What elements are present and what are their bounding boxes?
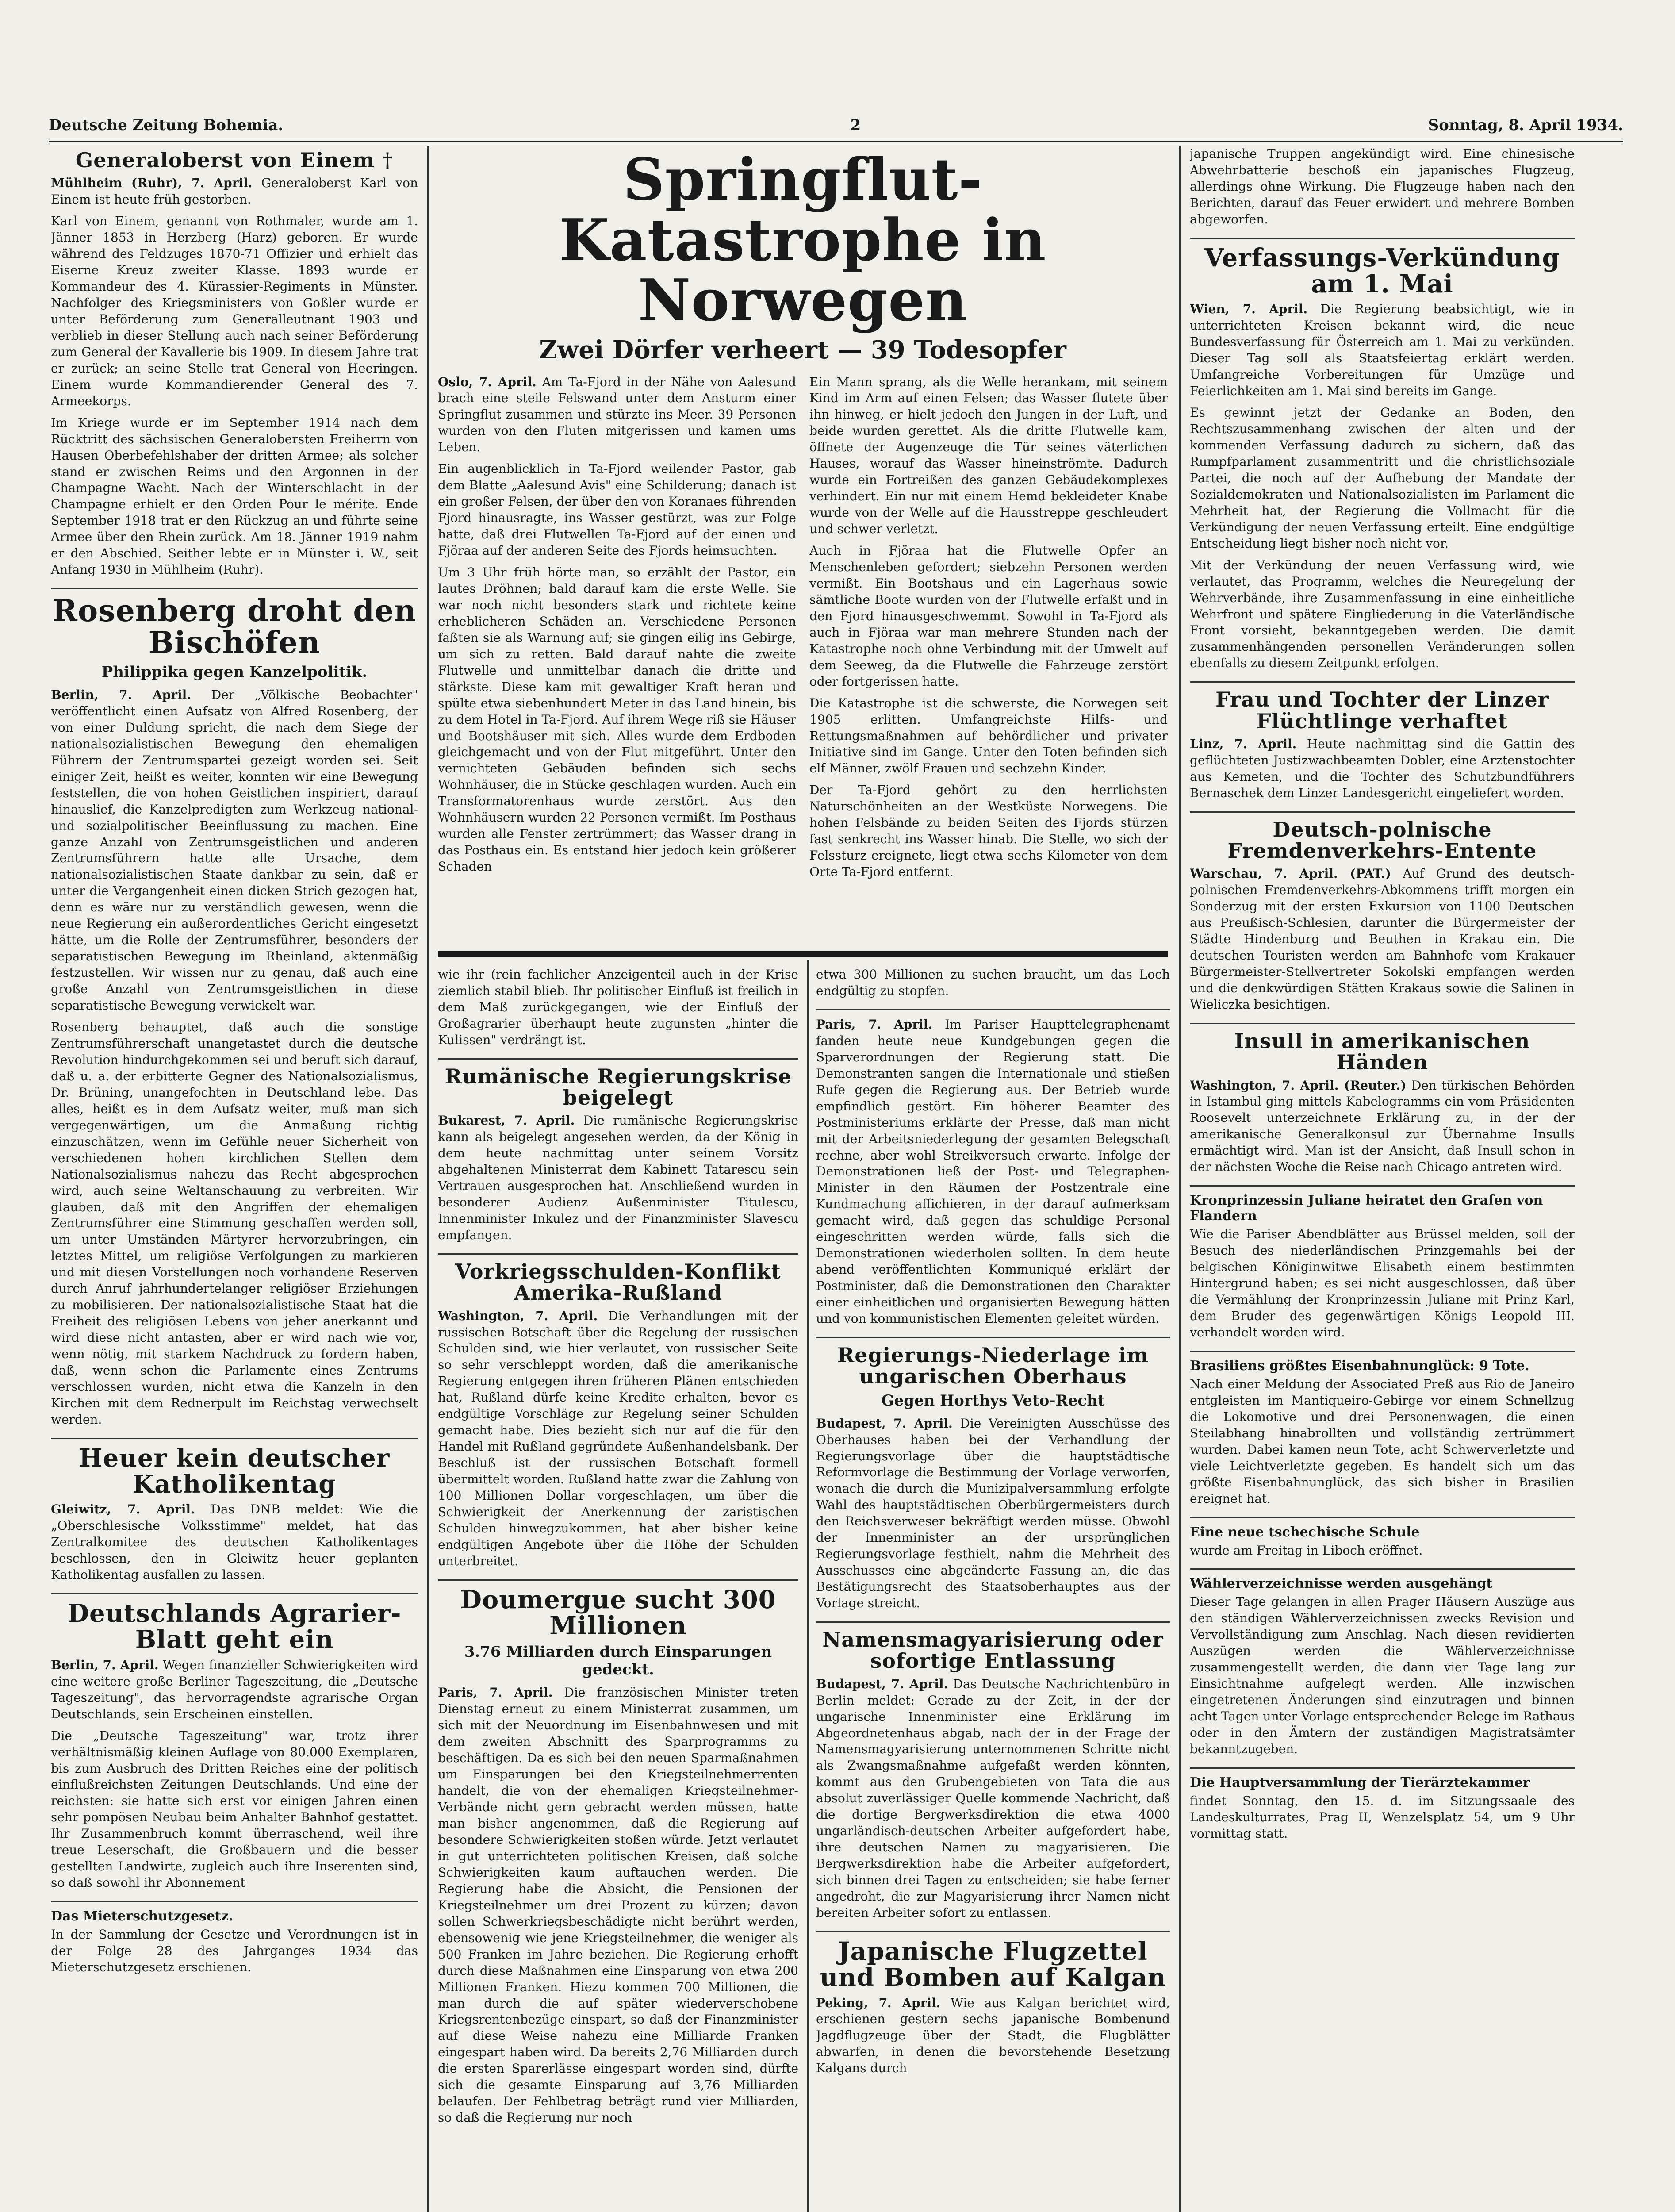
paragraph-text: Karl von Einem, genannt von Rothmaler, wurde am 1. Jänner 1853 in Herzberg (Harz) geboren. Er wurde während des Feldzuges 1870-71 Offizier und erhielt das Eiserne Kreuz zweiter Klasse. 1893 wurde er Kommandeur des 4. Kürassier-Regiments in Münster. Nachfolger des Kriegsministers von Goßler wurde er unter Beförderung zum Generalleutnant 1903 und verblieb in dieser Stellung auch nach seiner Beförderung zum General der Kavallerie bis 1909. In diesem Jahre trat er zurück; an seine Stelle trat General von Heeringen. Einem wurde Kommandierender General des 7. Armeekorps. <box>51 214 418 408</box>
article-paragraph <box>51 1019 418 1428</box>
article-paragraph <box>1190 405 1575 552</box>
article-paragraph <box>816 1416 1170 1612</box>
lead-paragraph: Ein Mann sprang, als die Welle herankam, mit seinem Kind im Arm auf einen Felsen; das Wasser flutete über ihn hinweg, er hielt jedoch den Jungen in der Luft, und beide wurden gerettet. Als die dritte Flutwelle kam, öffnete der Augenzeuge die Tür seines väterlichen Hauses, worauf das Wasser hineinströmte. Dadurch wurde ein Fortreißen des ganzen Gebäudekomplexes verhindert. Ein nur mit einem Hemd bekleideter Knabe wurde von der Welle auf die Hausstreppe geschleudert und schwer verletzt. <box>809 374 1168 537</box>
page-number: 2 <box>850 116 861 134</box>
article-divider <box>51 1438 418 1439</box>
masthead-name: Deutsche Zeitung Bohemia. <box>49 116 284 134</box>
article-paragraph <box>1190 146 1575 228</box>
brief-headline: Das Mieterschutzgesetz. <box>51 1909 234 1924</box>
article <box>438 967 798 1048</box>
article-dateline: Peking, 7. April. <box>816 1995 941 2010</box>
article-dateline: Bukarest, 7. April. <box>438 1113 575 1128</box>
article-headline: Doumergue sucht 300 Millionen <box>460 1585 776 1640</box>
article-paragraph <box>816 1995 1170 2077</box>
article-headline: Frau und Tochter der Linzer Flüchtlinge verhaftet <box>1215 687 1549 733</box>
article-dateline: Warschau, 7. April. (PAT.) <box>1190 866 1391 881</box>
article <box>816 1344 1170 1612</box>
article-subheadline: 3.76 Milliarden durch Einsparungen gedeckt. <box>464 1643 772 1679</box>
article-divider <box>438 1058 798 1060</box>
article-paragraph <box>816 1017 1170 1327</box>
brief-headline: Wählerverzeichnisse werden ausgehängt <box>1190 1576 1493 1592</box>
article-paragraph <box>1190 1376 1575 1507</box>
paragraph-text: etwa 300 Millionen zu suchen braucht, um das Loch endgültig zu stopfen. <box>816 967 1170 998</box>
article <box>51 595 418 1428</box>
article-paragraph <box>1190 557 1575 672</box>
article <box>1190 1358 1575 1507</box>
article-paragraph <box>816 1676 1170 1921</box>
paragraph-text: wurde am Freitag in Liboch eröffnet. <box>1190 1543 1423 1558</box>
article <box>51 1601 418 1891</box>
article-paragraph <box>1190 1226 1575 1341</box>
article-paragraph <box>51 1728 418 1892</box>
article-paragraph <box>51 1657 418 1723</box>
article-divider <box>1190 681 1575 683</box>
article <box>1190 1525 1575 1559</box>
column-rule <box>1179 146 1181 2212</box>
article-dateline: Linz, 7. April. <box>1190 736 1297 751</box>
article <box>438 1261 798 1570</box>
article <box>1190 245 1575 672</box>
lead-paragraph: Auch in Fjöraa hat die Flutwelle Opfer an Menschenleben gefordert; siebzehn Personen werden vermißt. Ein Bootshaus und ein Lagerhaus sowie sämtliche Boote wurden von der Flutwelle erfaßt und in den Fjord hinausgeschwemmt. Sowohl in Ta-Fjord als auch in Fjöraa war man mehrere Stunden nach der Katastrophe noch ohne Verbindung mit der Umwelt auf dem Seeweg, da die Flutwelle die Fahrzeuge zerstört oder fortgerissen hatte. <box>809 543 1168 689</box>
article-dateline: Berlin, 7. April. <box>51 1657 159 1672</box>
paragraph-text: Das Deutsche Nachrichtenbüro in Berlin meldet: Gerade zu der Zeit, in der der ungarische Innenminister eine Erklärung im Abgeordnetenhaus abgab, nach der in der Frage der Namensmagyarisierung unternommenen Schritte nicht als Zwangsmaßnahme aufgefaßt werden könnten, kommt aus den Grubengebieten von Tata die aus absolut zuverlässiger Quelle kommende Nachricht, daß die dortige Bergwerksdirektion die etwa 4000 ungarländisch-deutschen Arbeiter aufgefordert habe, ihre deutschen Namen zu magyarisieren. Die Bergwerksdirektion habe die Arbeiter aufgefordert, sich binnen drei Tagen zu entscheiden; sie habe ferner angedroht, die zur Magyarisierung ihrer Namen nicht bereiten Arbeiter sofort zu entlassen. <box>816 1676 1170 1920</box>
article <box>51 1909 418 1976</box>
column-rule <box>427 146 429 2212</box>
running-head <box>49 110 1623 142</box>
paragraph-text: japanische Truppen angekündigt wird. Eine chinesische Abwehrbatterie beschoß ein japanisches Flugzeug, allerdings ohne Wirkung. Die Flugzeuge haben nach den Berichten, darauf das Feuer erwidert und mehrere Bomben abgeworfen. <box>1190 146 1575 227</box>
lead-right-column <box>809 374 1168 886</box>
lead-paragraph: Ein augenblicklich in Ta-Fjord weilender Pastor, gab dem Blatte „Aalesund Avis" eine Schilderung; danach ist ein großer Felsen, der über den von Koranaes führenden Fjord hinausragte, ins Wasser gestürzt, was zur Folge hatte, daß drei Flutwellen Ta-Fjord auf der einen und Fjöraa auf der anderen Seite des Fjords heimsuchten. <box>438 461 796 558</box>
column-2 <box>438 967 798 2212</box>
paragraph-text: Mit der Verkündung der neuen Verfassung wird, wie verlautet, das Programm, welches die Neuregelung der Wehrverbände, ihre Zusammenfassung in eine einheitliche Wehrfront und spätere Eingliederung in die Vaterländische Front vorsieht, bekanntgegeben werden. Die damit zusammenhängenden personellen Veränderungen sollen ebenfalls zu diesem Zeitpunkt erfolgen. <box>1190 557 1575 671</box>
article-paragraph <box>438 1308 798 1570</box>
article-divider <box>816 1009 1170 1010</box>
article-paragraph <box>1190 1078 1575 1176</box>
article-dateline: Washington, 7. April. <box>438 1308 598 1323</box>
article-divider <box>51 588 418 589</box>
article <box>1190 1193 1575 1341</box>
article <box>816 1629 1170 1921</box>
article-headline: Vorkriegsschulden-Konflikt Amerika-Rußland <box>455 1259 781 1305</box>
article <box>816 1017 1170 1327</box>
paragraph-text: findet Sonntag, den 15. d. im Sitzungssaale des Landeskulturrates, Prag II, Wenzelsplatz 54, um 9 Uhr vormittag statt. <box>1190 1793 1575 1841</box>
lead-paragraph: Der Ta-Fjord gehört zu den herrlichsten Naturschönheiten an der Westküste Norwegens. Die hohen Felsbände zu beiden Seiten des Fjords stürzen fast senkrecht ins Wasser hinab. Die Stelle, wo sich der Felssturz ereignete, liegt etwa sechs Kilometer von dem Orte Ta-Fjord entfernt. <box>809 783 1168 879</box>
article <box>438 1066 798 1244</box>
article-dateline: Wien, 7. April. <box>1190 302 1308 317</box>
article <box>1190 1576 1575 1758</box>
brief-headline: Eine neue tschechische Schule <box>1190 1524 1420 1540</box>
article-dateline: Paris, 7. April. <box>438 1685 553 1700</box>
article-headline: Japanische Flugzettel und Bomben auf Kalgan <box>820 1936 1166 1992</box>
article <box>816 1936 1170 2077</box>
article <box>1190 146 1575 228</box>
article-divider <box>1190 1767 1575 1769</box>
article-paragraph <box>1190 736 1575 802</box>
article-headline: Rosenberg droht den Bischöfen <box>52 593 417 661</box>
paragraph-text: Die Regierung beabsichtigt, wie in unterrichteten Kreisen bekannt wird, die neue Bundesverfassung für Österreich am 1. Mai zu verkünden. Dieser Tag soll als Staatsfeiertag erklärt werden. Umfangreiche Vorbereitungen für Umzüge und Feierlichkeiten am 1. Mai sind bereits im Gange. <box>1190 302 1575 399</box>
article <box>816 967 1170 999</box>
article <box>438 1587 798 2126</box>
brief-headline: Kronprinzessin Juliane heiratet den Grafen von Flandern <box>1190 1193 1543 1224</box>
paragraph-text: Generaloberst Karl von Einem ist heute früh gestorben. <box>51 176 418 207</box>
article-divider <box>438 1579 798 1581</box>
article-divider <box>816 1621 1170 1623</box>
paragraph-text: Es gewinnt jetzt der Gedanke an Boden, den Rechtszusammenhang zwischen der alten und der kommenden Verfassung dadurch zu sichern, daß das Rumpfparlament zusammentritt und die christlichsoziale Partei, die noch auf der Aufhebung der Mandate der Sozialdemokraten und Nationalsozialisten im Parlament die Mehrheit hat, der Regierung die Vollmacht für die Verkündigung der neuen Verfassung erteilt. Eine endgültige Entscheidung liegt bisher noch nicht vor. <box>1190 405 1575 551</box>
article-headline: Generaloberst von Einem † <box>75 148 394 172</box>
article-paragraph <box>51 687 418 1014</box>
issue-date: Sonntag, 8. April 1934. <box>1428 116 1623 134</box>
lead-paragraph: Die Katastrophe ist die schwerste, die Norwegen seit 1905 erlitten. Umfangreichste Hilfs- und Rettungsmaßnahmen auf behördlicher und privater Initiative sind im Gange. Unter den Toten befinden sich elf Männer, zwölf Frauen und sechzehn Kinder. <box>809 695 1168 776</box>
paragraph-text: Wie die Pariser Abendblätter aus Brüssel melden, soll der Besuch des niederländischen Prinzgemahls bei der belgischen Königinwitwe Elisabeth einem bestimmten Hintergrund haben; es sei nicht ausgeschlossen, daß über die Vermählung der Kronprinzessin Juliane mit Prinz Karl, dem Bruder des gegenwärtigen Königs Leopold III. verhandelt worden wird. <box>1190 1227 1575 1340</box>
brief-headline: Die Hauptversammlung der Tierärztekammer <box>1190 1775 1530 1790</box>
article-paragraph <box>51 213 418 409</box>
article-paragraph <box>51 1927 418 1976</box>
paragraph-text: wie ihr (rein fachlicher Anzeigenteil auch in der Krise ziemlich stabil blieb. Ihr politischer Einfluß ist freilich in dem Maß zurückgegangen, wie der Einfluß der Großagrarier überhaupt heute zugunsten „hinter die Kulissen" verdrängt ist. <box>438 967 798 1047</box>
article-paragraph <box>1190 866 1575 1013</box>
paragraph-text: In der Sammlung der Gesetze und Verordnungen ist in der Folge 28 des Jahrganges 1934 das Mieterschutzgesetz erschienen. <box>51 1927 418 1975</box>
article <box>1190 1030 1575 1175</box>
column-rule <box>807 960 809 2212</box>
article-divider <box>51 1901 418 1902</box>
lead-left-column <box>438 374 796 886</box>
article-headline: Regierungs-Niederlage im ungarischen Oberhaus <box>837 1343 1149 1389</box>
article-divider <box>51 1593 418 1594</box>
paragraph-text: Dieser Tage gelangen in allen Prager Häusern Auszüge aus den ständigen Wählerverzeichnissen zwecks Revision und Vervollständigung zum Anschlag. Nach diesen revidierten Auszügen werden die Wählerverzeichnisse zusammengestellt werden, die dann vier Tage lang zur Einsichtnahme aufgelegt werden. Alle inzwischen eingetretenen Änderungen sind einzutragen und binnen acht Tagen unter Vorlage entsprechender Belege im Rathaus oder in den Ämtern der zuständigen Magistratsämter bekanntzugeben. <box>1190 1594 1575 1757</box>
article-divider <box>438 1253 798 1255</box>
paragraph-text: Nach einer Meldung der Associated Preß aus Rio de Janeiro entgleisten im Mantiqueiro-Gebirge vor einem Schnellzug die Lokomotive und drei Personenwagen, die einen Steilabhang hinabrollten und vollständig zertrümmert wurden. Dabei kamen neun Tote, acht Schwerverletzte und viele Leichtverletzte gegeben. Es handelt sich um das größte Eisenbahnunglück, das sich bisher in Brasilien ereignet hat. <box>1190 1376 1575 1506</box>
article-divider <box>1190 1351 1575 1352</box>
article-headline: Deutschlands Agrarier-Blatt geht ein <box>67 1599 402 1654</box>
article-dateline: Berlin, 7. April. <box>51 687 192 702</box>
article-headline: Deutsch-polnische Fremdenverkehrs-Entente <box>1227 817 1537 863</box>
paragraph-text: Im Pariser Haupttelegraphenamt fanden heute neue Kundgebungen gegen die Sparverordnungen der Regierung statt. Die Demonstranten sangen die Internationale und stießen Rufe gegen die Regierung aus. Der Betrieb wurde empfindlich gestört. Ein höherer Beamter des Postministeriums erklärte der Presse, daß man nicht mit der Arbeitsniederlegung der gesamten Belegschaft rechne, aber wohl Streikversuch erwarte. Infolge der Demonstrationen ließ der Post- und Telegraphen-Minister in den Räumen der Postzentrale eine Kundmachung affichieren, in der darauf aufmerksam gemacht wird, daß gegen das schuldige Personal eingeschritten werden würde, falls sich die Demonstrationen wiederholen sollten. In dem heute abend veröffentlichten Kommuniqué erklärt der Postminister, daß die Demonstrationen den Charakter einer einheitlichen und organisierten Bewegung hätten und von kommunistischen Elementen geleitet würden. <box>816 1017 1170 1326</box>
paragraph-text: Heute nachmittag sind die Gattin des geflüchteten Justizwachbeamten Dobler, eine Arztenstochter aus Kemeten, und die Tochter des Schutzbundführers Bernaschek dem Linzer Landesgericht eingeliefert worden. <box>1190 736 1575 800</box>
paragraph-text: Im Kriege wurde er im September 1914 nach dem Rücktritt des sächsischen Generalobersten Freiherrn von Hausen Oberbefehlshaber der dritten Armee; als solcher stand er zwischen Reims und den Argonnen in der Champagne Wacht. Nach der Winterschlacht in der Champagne erhielt er den Orden Pour le mérite. Ende September 1918 trat er den Rückzug an und führte seine Armee über den Rhein zurück. Am 18. Jänner 1919 nahm er den Abschied. Seither lebte er in Münster i. W., seit Anfang 1930 in Mühlheim (Ruhr). <box>51 415 418 577</box>
article-paragraph <box>51 415 418 579</box>
paragraph-text: Die rumänische Regierungskrise kann als beigelegt angesehen werden, da der König in dem heute nachmittag unter seinem Vorsitz abgehaltenen Ministerrat dem Kabinett Tatarescu sein Vertrauen ausgesprochen hat. Anschließend wurden in besonderer Audienz Außenminister Titulescu, Innenminister Inkulez und der Finanzminister Slavescu empfangen. <box>438 1113 798 1243</box>
article-paragraph <box>1190 301 1575 399</box>
article-headline: Insull in amerikanischen Händen <box>1234 1029 1530 1075</box>
article-headline: Namensmagyarisierung oder sofortige Entlassung <box>822 1628 1164 1673</box>
article-paragraph <box>1190 1594 1575 1758</box>
article-subheadline: Philippika gegen Kanzelpolitik. <box>101 663 368 681</box>
column-3 <box>816 967 1170 2212</box>
article <box>1190 1775 1575 1842</box>
paragraph-text: Wegen finanzieller Schwierigkeiten wird eine weitere große Berliner Tageszeitung, die „Deutsche Tageszeitung", das hervorragendste agrarische Organ Deutschlands, sein Erscheinen einstellen. <box>51 1657 418 1721</box>
paragraph-text: Wie aus Kalgan berichtet wird, erschienen gestern sechs japanische Bombenund Jagdflugzeuge über der Stadt, die Flugblätter abwarfen, in denen die bevorstehende Besetzung Kalgans durch <box>816 1995 1170 2076</box>
article <box>1190 819 1575 1013</box>
article-divider <box>1190 1023 1575 1024</box>
article-subheadline: Gegen Horthys Veto-Recht <box>881 1391 1105 1409</box>
article-paragraph <box>1190 1543 1575 1559</box>
lead-subheadline: Zwei Dörfer verheert — 39 Todesopfer <box>539 335 1066 365</box>
article-dateline: Budapest, 7. April. <box>816 1416 953 1431</box>
article-divider <box>1190 1185 1575 1187</box>
brief-headline: Brasiliens größtes Eisenbahnunglück: 9 Tote. <box>1190 1358 1529 1374</box>
article-paragraph <box>51 1502 418 1583</box>
column-4 <box>1190 146 1575 2212</box>
paragraph-text: Den türkischen Behörden in Istambul ging mittels Kabelogramms ein vom Präsidenten Roosevelt unterzeichnete Erklärung zu, in der der amerikanische Generalkonsul zur Übernahme Insulls ermächtigt wird. Man ist der Ansicht, daß Insull schon in der nächsten Woche die Reise nach Chicago antreten wird. <box>1190 1078 1575 1175</box>
article-divider <box>1190 811 1575 813</box>
article <box>1190 689 1575 801</box>
lead-paragraph: Um 3 Uhr früh hörte man, so erzählt der Pastor, ein lautes Dröhnen; bald darauf kam die erste Welle. Sie war noch nicht besonders stark und richtete keine erheblicheren Schäden an. Verschiedene Personen faßten sie als Warnung auf; sie gingen eilig ins Gebirge, um sich zu retten. Bald darauf nahte die zweite Flutwelle und unmittelbar danach die dritte und stärkste. Diese kam mit gewaltiger Kraft heran und spülte etwa siebenhundert Meter in das Land hinein, bis zu dem Hotel in Ta-Fjord. Auf ihrem Wege riß sie Häuser und Bootshäuser mit sich. Alles wurde dem Erdboden gleichgemacht und von der Flut mitgeführt. Unter den vernichteten Gebäuden befinden sich sechs Wohnhäuser, die in Stücke geschlagen wurden. Auch ein Transformatorenhaus wurde zerstört. Aus den Wohnhäusern wurden 22 Personen vermißt. Im Posthaus wurden alle Fenster zertrümmert; das Wasser drang in das Posthaus ein. Es entstand hier jedoch kein größerer Schaden <box>438 565 796 874</box>
article-dateline: Gleiwitz, 7. April. <box>51 1502 195 1517</box>
article-paragraph <box>438 1113 798 1244</box>
paragraph-text: Rosenberg behauptet, daß auch die sonstige Zentrumsführerschaft unangetastet durch die deutsche Revolution hindurchgekommen sei und beruft sich darauf, daß u. a. der erbitterte Gegner des Nationalsozialismus, Dr. Brüning, unangefochten in Deutschland lebe. Das alles, heißt es in dem Aufsatz weiter, muß man sich vergegenwärtigen, um die Anmaßung richtig einzuschätzen, wenn im Gefühle neuer Sicherheit von verschiedenen hohen kirchlichen Stellen dem Nationalsozialismus nahezu das Recht abgesprochen wird, auch seine Weltanschauung zu verbreiten. Wir glauben, daß mit den Angriffen der ehemaligen Zentrumsführer eine Stimmung geschaffen werden soll, um unter Umständen Märtyrer hervorzubringen, ein letztes Mittel, um religiöse Verfolgungen zu markieren und mit diesen Vorstellungen noch vorhandene Reserven durch Anruf jahrhundertelanger religiöser Erziehungen zu mobilisieren. Der nationalsozialistische Staat hat die Freiheit des religiösen Lebens von jeher anerkannt und wird diese nicht antasten, aber er wird nach wie vor, wenn nötig, mit starkem Nachdruck zu fordern haben, daß, wenn schon die Parlamente eines Zentrums verschlossen wurden, nicht etwa die Kanzeln in den Kirchen mit dem Rednerpult im Reichstag verwechselt werden. <box>51 1020 418 1427</box>
article-dateline: Budapest, 7. April. <box>816 1676 948 1691</box>
article-headline: Rumänische Regierungskrise beigelegt <box>445 1064 792 1110</box>
lead-dateline: Oslo, 7. April. <box>438 374 537 389</box>
article <box>51 150 418 578</box>
column-1 <box>51 146 418 2212</box>
paragraph-text: Die Verhandlungen mit der russischen Botschaft über die Regelung der russischen Schulden sind, wie hier verlautet, von russischer Seite so sehr verschleppt worden, daß die amerikanische Regierung entgegen ihren früheren Plänen entschieden hat, Rußland dürfe keine Kredite erhalten, bevor es endgültige Vorschläge zur Regelung seiner Schulden gemacht habe. Dies bezieht sich nur auf die für den Handel mit Rußland gegründete Außenhandelsbank. Der Beschluß ist der russischen Botschaft formell übermittelt worden. Rußland hatte zwar die Zahlung von 100 Millionen Dollar vorgeschlagen, um über die Schwierigkeit der Anerkennung der zaristischen Schulden hinwegzukommen, hat aber bisher keine endgültigen Angebote über die Höhe der Schulden unterbreitet. <box>438 1308 798 1568</box>
paragraph-text: Das DNB meldet: Wie die „Oberschlesische Volksstimme" meldet, hat das Zentralkomitee des deutschen Katholikentages beschlossen, den in Gleiwitz heuer geplanten Katholikentag ausfallen zu lassen. <box>51 1502 418 1582</box>
article-paragraph <box>438 1685 798 2126</box>
lead-headline: Springflut-Katastrophe in Norwegen <box>559 146 1046 334</box>
lead-story <box>438 146 1168 942</box>
article-divider <box>816 1337 1170 1338</box>
article-paragraph <box>51 175 418 208</box>
article-dateline: Paris, 7. April. <box>816 1017 933 1032</box>
paragraph-text: Auf Grund des deutsch-polnischen Fremdenverkehrs-Abkommens trifft morgen ein Sonderzug mit der ersten Exkursion von 1100 Deutschen aus Preußisch-Schlesien, darunter die Bürgermeister der Städte Hindenburg und Beuthen in Krakau ein. Die deutschen Touristen werden am Bahnhofe vom Krakauer Bürgermeister-Stellvertreter Sokolski empfangen werden und die denkwürdigen Stätten Krakaus sowie die Salinen in Wieliczka besichtigen. <box>1190 866 1575 1012</box>
paragraph-text: Die „Deutsche Tageszeitung" war, trotz ihrer verhältnismäßig kleinen Auflage von 80.000 Exemplaren, bis zum Ausbruch des Dritten Reiches eine der politisch einflußreichsten Zeitungen Deutschlands. Und eine der reichsten: sie hatte sich erst vor einigen Jahren einen sehr pompösen Neubau beim Anhalter Bahnhof gestattet. Ihr Zusammenbruch kommt überraschend, weil ihre treue Leserschaft, die Großbauern und die besser gestellten Landwirte, zugleich auch ihre Inserenten sind, so daß sowohl ihr Abonnement <box>51 1728 418 1890</box>
article-dateline: Washington, 7. April. (Reuter.) <box>1190 1078 1407 1093</box>
article-divider <box>1190 238 1575 239</box>
lead-paragraph: Am Ta-Fjord in der Nähe von Aalesund brach eine steile Felswand unter dem Ansturm einer Springflut zusammen und stürzte ins Meer. 39 Personen wurden von den Fluten mitgerissen und kamen ums Leben. <box>438 374 796 455</box>
paragraph-text: Der „Völkische Beobachter" veröffentlicht einen Aufsatz von Alfred Rosenberg, der von einer Duldung spricht, die nach dem Siege der nationalsozialistischen Bewegung den ehemaligen Führern der Zentrumspartei gezeigt worden sei. Seit einiger Zeit, heißt es weiter, konnten wir eine Bewegung feststellen, die von hohen Geistlichen inspiriert, darauf hinauslief, die Kanzelpredigten zum Werkzeug national- und sozialpolitischer Beeinflussung zu machen. Eine ganze Anzahl von Zentrumsgeistlichen und anderen Zentrumsführern hatte alle Ursache, dem nationalsozialistischen Staate dankbar zu sein, daß er unter die Vergangenheit einen dicken Strich gezogen hat, denn es wäre nur zu verständlich gewesen, wenn die neue Regierung ein außerordentliches Gericht eingesetzt hätte, um die Rolle der Zentrumsführer, besonders der separatistischen Bewegung im Rheinland, aktenmäßig festzustellen. Wir wissen nur zu genau, daß auch eine große Anzahl von Zentrumsgeistlichen in diese separatistische Bewegung verwickelt war. <box>51 687 418 1013</box>
article-paragraph <box>438 967 798 1048</box>
paragraph-text: Die französischen Minister treten Dienstag erneut zu einem Ministerrat zusammen, um sich mit der Neuordnung im Eisenbahnwesen und mit dem zweiten Abschnitt des Sparprogramms zu beschäftigen. Da es sich bei den neuen Sparmaßnahmen um Einsparungen bei den Kriegsteilnehmerrenten handelt, die von der ehemaligen Kriegsteilnehmer-Verbände nicht gern gebracht werden müssen, hatte man bisher angenommen, daß die Regierung auf besondere Schwierigkeiten stoßen würde. Jetzt verlautet in gut unterrichteten politischen Kreisen, daß solche Schwierigkeiten kaum auftauchen werden. Die Regierung habe die Absicht, die Pensionen der Kriegsteilnehmer um drei Prozent zu kürzen; davon sollen Schwerkriegsbeschädigte nicht berührt werden, ebensowenig wie jene Kriegsteilnehmer, die weniger als 500 Franken im Jahre beziehen. Die Regierung erhofft durch diese Maßnahmen eine Einsparung von etwa 200 Millionen Franken. Hiezu kommen 700 Millionen, die man durch die auf später wiederverschobene Kriegsrentenbezüge einspart, so daß der Finanzminister auf diese Weise nahezu eine Milliarde Franken eingespart haben wird. Da bereits 2,76 Milliarden durch die ersten Sparerlässe eingespart worden sind, dürfte sich die gesamte Einsparung auf 3,76 Milliarden belaufen. Der Fehlbetrag beträgt rund vier Milliarden, so daß die Regierung nur noch <box>438 1685 798 2125</box>
article-paragraph <box>1190 1793 1575 1842</box>
article-divider <box>1190 1568 1575 1570</box>
article-headline: Verfassungs-Verkündung am 1. Mai <box>1204 243 1560 299</box>
article-divider <box>1190 1517 1575 1518</box>
article <box>51 1445 418 1583</box>
article-divider <box>816 1931 1170 1932</box>
article-dateline: Mühlheim (Ruhr), 7. April. <box>51 176 253 191</box>
article-headline: Heuer kein deutscher Katholikentag <box>79 1443 390 1499</box>
lead-story-rule <box>438 951 1168 957</box>
paragraph-text: Die Vereinigten Ausschüsse des Oberhauses haben bei der Verhandlung der Regierungsvorlage über die hauptstädtische Reformvorlage die Bestimmung der Vorlage verworfen, wonach die durch die Munizipalversammlung erfolgte Wahl des hauptstädtischen Oberbürgermeisters durch den Reichsverweser bekräftigt werden müsse. Obwohl der Innenminister an der ursprünglichen Regierungsvorlage festhielt, nahm die Mehrheit des Ausschusses eine abgeänderte Fassung an, die das Bestätigungsrecht des Staatsoberhauptes aus der Vorlage streicht. <box>816 1416 1170 1611</box>
article-paragraph <box>816 967 1170 999</box>
